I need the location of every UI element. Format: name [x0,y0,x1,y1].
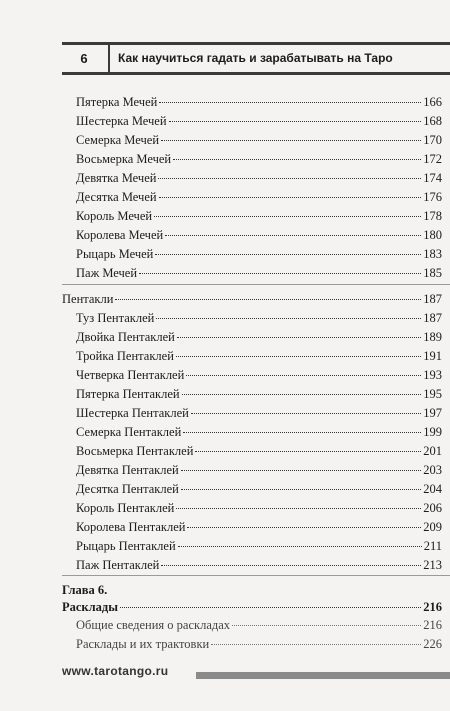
toc-entry: Туз Пентаклей 187 [76,311,442,325]
toc-entry: Паж Пентаклей 213 [76,558,442,572]
running-header [62,42,450,76]
header-bottom-rule [62,72,450,75]
toc-entry: Расклады и их трактовки 226 [76,637,442,651]
toc-entry: Рыцарь Мечей 183 [76,247,442,261]
website-url: www.tarotango.ru [62,664,169,678]
toc-entry: Семерка Пентаклей 199 [76,425,442,439]
toc-entry: Четверка Пентаклей 193 [76,368,442,382]
toc-entry: Общие сведения о раскладах 216 [76,618,442,632]
section-rule [62,284,450,285]
toc-entry: Двойка Пентаклей 189 [76,330,442,344]
toc-entry: Девятка Мечей 174 [76,171,442,185]
toc-entry: Рыцарь Пентаклей 211 [76,539,442,553]
toc-entry: Королева Мечей 180 [76,228,442,242]
toc-entry: Десятка Мечей 176 [76,190,442,204]
toc-entry: Король Пентаклей 206 [76,501,442,515]
toc-section-heading: Пентакли 187 [62,292,442,306]
toc-entry: Пятерка Пентаклей 195 [76,387,442,401]
header-divider [108,45,110,72]
toc-entry: Восьмерка Мечей 172 [76,152,442,166]
toc-entry: Семерка Мечей 170 [76,133,442,147]
toc-entry: Шестерка Пентаклей 197 [76,406,442,420]
toc-entry: Шестерка Мечей 168 [76,114,442,128]
toc-entry: Восьмерка Пентаклей 201 [76,444,442,458]
toc-entry: Паж Мечей 185 [76,266,442,280]
toc-entry: Десятка Пентаклей 204 [76,482,442,496]
section-rule [62,575,450,576]
toc-chapter-heading: Расклады 216 [62,600,442,614]
chapter-label: Глава 6. [62,583,108,597]
toc-entry: Королева Пентаклей 209 [76,520,442,534]
book-title: Как научиться гадать и зарабатывать на Таро [118,51,393,65]
footer-rule [196,672,450,679]
toc-entry: Тройка Пентаклей 191 [76,349,442,363]
page-number: 6 [80,51,88,66]
toc-entry: Девятка Пентаклей 203 [76,463,442,477]
toc-entry: Король Мечей 178 [76,209,442,223]
toc-entry: Пятерка Мечей 166 [76,95,442,109]
